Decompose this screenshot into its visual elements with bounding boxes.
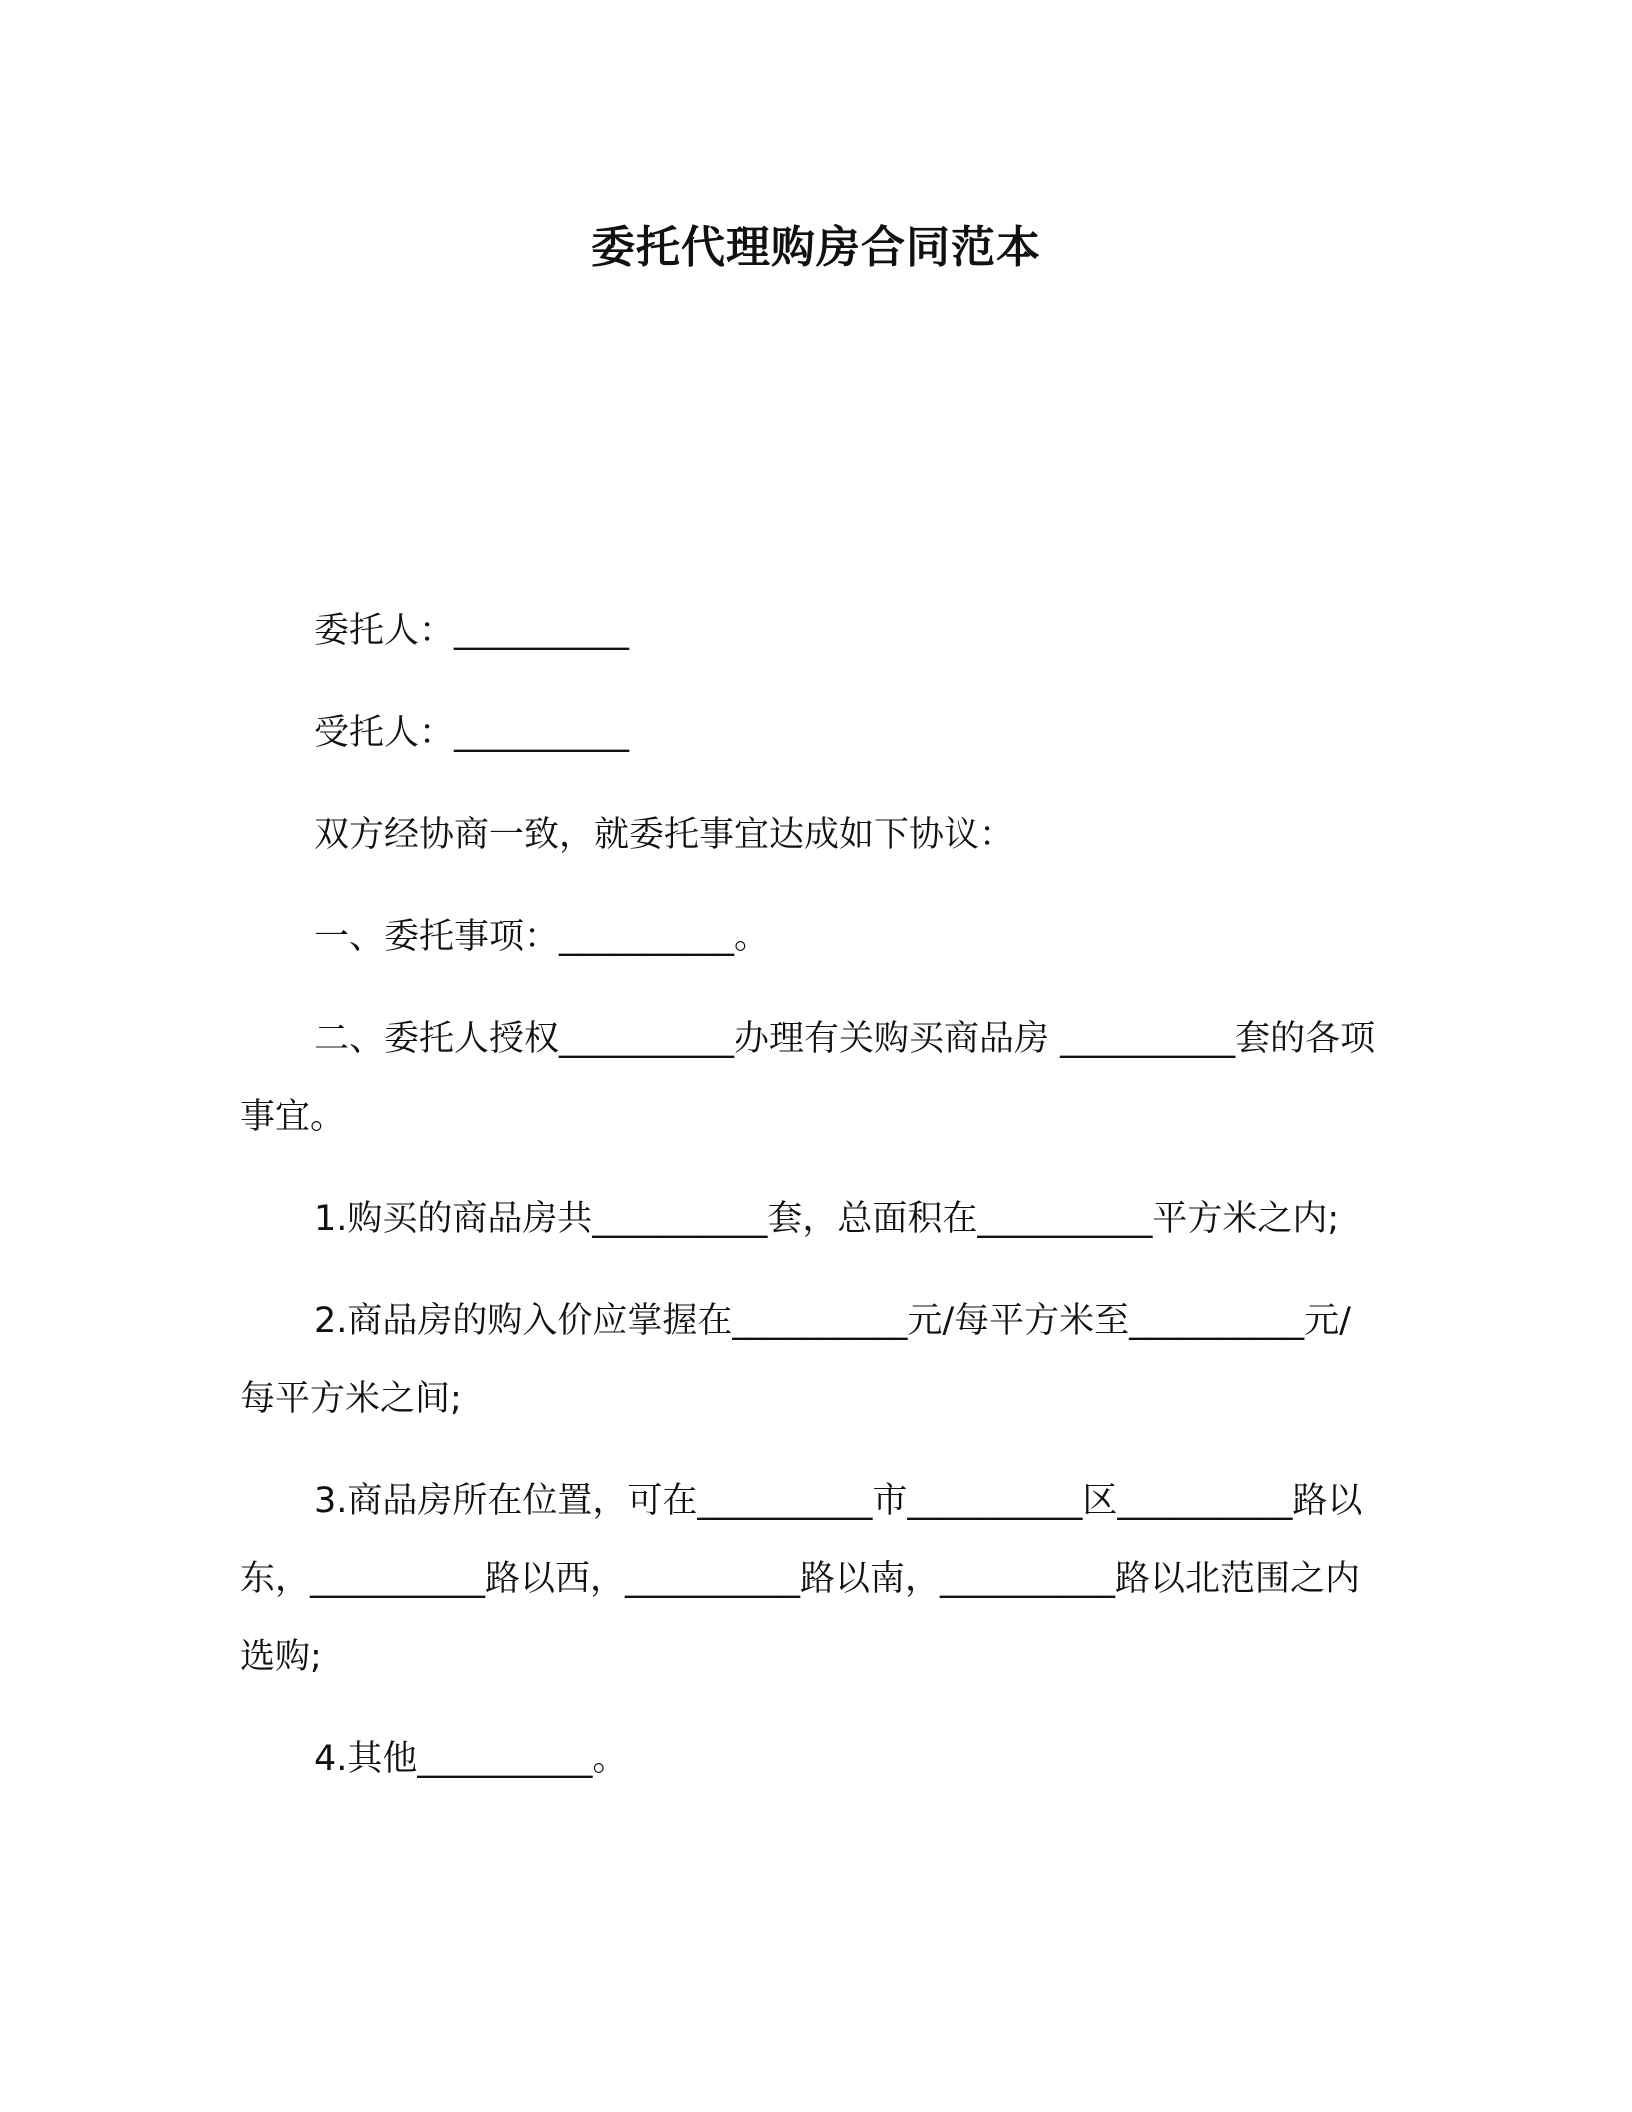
clause-2: 二、委托人授权__________办理有关购买商品房 __________套的各项事宜。 xyxy=(240,1019,1376,1137)
spacer xyxy=(240,1258,1380,1282)
spacer xyxy=(240,874,1380,898)
item-1: 1.购买的商品房共__________套，总面积在__________平方米之内; xyxy=(314,1199,1340,1239)
agent-line: 受托人：__________ xyxy=(314,713,630,753)
document-body xyxy=(240,592,1380,1798)
spacer xyxy=(240,772,1380,796)
document-title: 委托代理购房合同范本 xyxy=(591,222,1041,273)
item-4: 4.其他__________。 xyxy=(314,1739,628,1779)
spacer xyxy=(240,670,1380,694)
spacer xyxy=(240,1438,1380,1462)
clause-1: 一、委托事项：__________。 xyxy=(314,917,770,957)
item-2: 2.商品房的购入价应掌握在__________元/每平方米至__________元/每平方米之间; xyxy=(240,1301,1351,1419)
agreement-intro: 双方经协商一致，就委托事宜达成如下协议： xyxy=(314,815,1015,855)
spacer xyxy=(240,976,1380,1000)
item-3: 3.商品房所在位置，可在__________市__________区__________路以东，__________路以西，__________路以南，__________路以北范围之内选购; xyxy=(240,1481,1363,1677)
spacer xyxy=(240,1696,1380,1720)
spacer xyxy=(240,1156,1380,1180)
principal-line: 委托人：__________ xyxy=(314,611,630,651)
